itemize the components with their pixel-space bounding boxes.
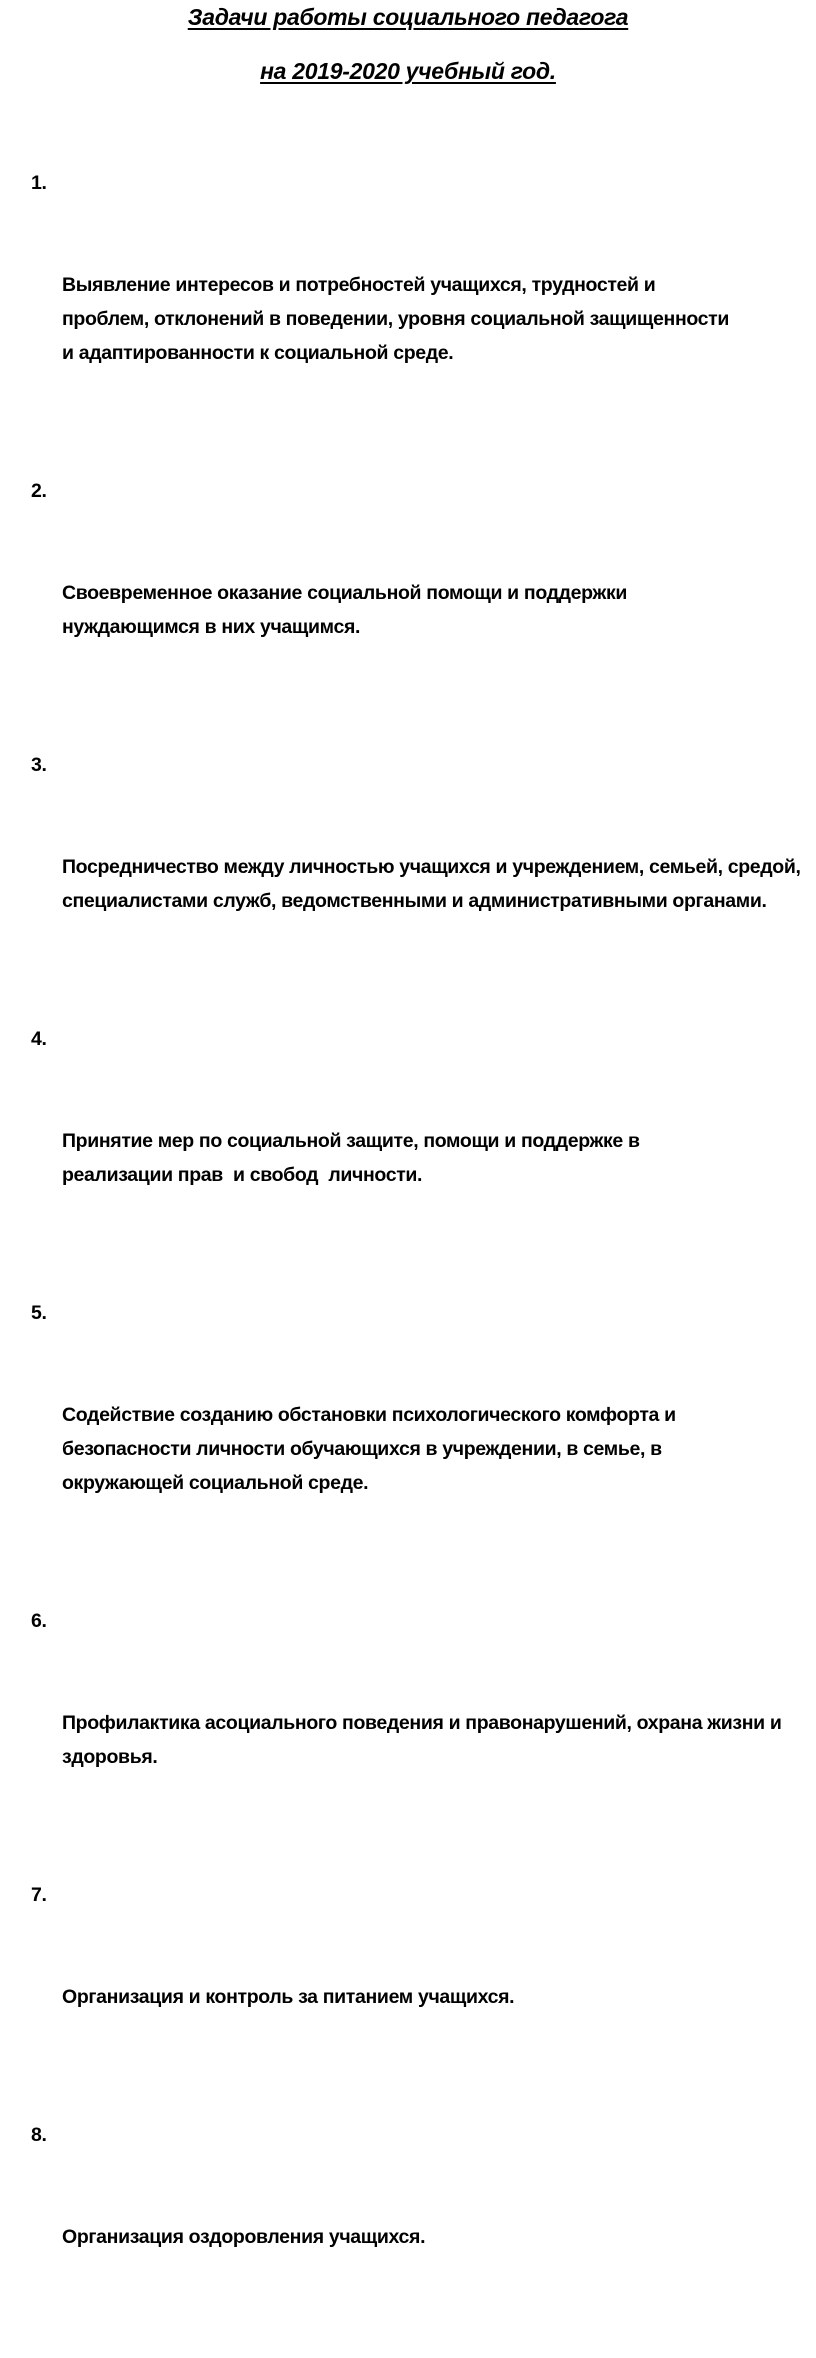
task-number: 2. <box>31 480 47 502</box>
task-item-2 <box>0 474 732 712</box>
task-item-3 <box>0 748 816 986</box>
task-number: 1. <box>31 172 47 194</box>
task-text: Организация оздоровления учащихся. <box>62 2226 426 2248</box>
task-number: 4. <box>31 1028 47 1050</box>
task-item-7 <box>0 1878 782 2082</box>
task-text: Организация и контроль за питанием учащихся. <box>62 1986 515 2008</box>
task-item-4 <box>0 1022 742 1260</box>
task-text: Выявление интересов и потребностей учащихся, трудностей и проблем, отклонений в поведении, уровня социальной защищенности и адаптированности к социальной среде. <box>62 274 735 364</box>
task-number: 6. <box>31 1610 47 1632</box>
task-text: Профилактика асоциального поведения и правонарушений, охрана жизни и здоровья. <box>62 1712 787 1768</box>
task-text: Принятие мер по социальной защите, помощи и поддержке в реализации прав и свобод личности. <box>62 1130 645 1186</box>
task-item-1 <box>0 166 742 438</box>
task-text: Содействие созданию обстановки психологического комфорта и безопасности личности обучающихся в учреждении, в семье, в окружающей социальной среде. <box>62 1404 681 1494</box>
task-list <box>0 166 816 2358</box>
task-item-6 <box>0 1604 802 1842</box>
document-title-line-2: на 2019-2020 учебный год. <box>260 58 556 84</box>
task-item-8 <box>0 2118 782 2322</box>
task-text: Своевременное оказание социальной помощи и поддержки нуждающимся в них учащимся. <box>62 582 633 638</box>
task-number: 7. <box>31 1884 47 1906</box>
task-number: 5. <box>31 1302 47 1324</box>
task-number: 8. <box>31 2124 47 2146</box>
task-number: 3. <box>31 754 47 776</box>
task-item-5 <box>0 1296 762 1568</box>
task-text: Посредничество между личностью учащихся и учреждением, семьей, средой, специалистами служб, ведомственными и административными органами. <box>62 856 806 912</box>
document-title-line-1: Задачи работы социального педагога <box>187 4 629 30</box>
